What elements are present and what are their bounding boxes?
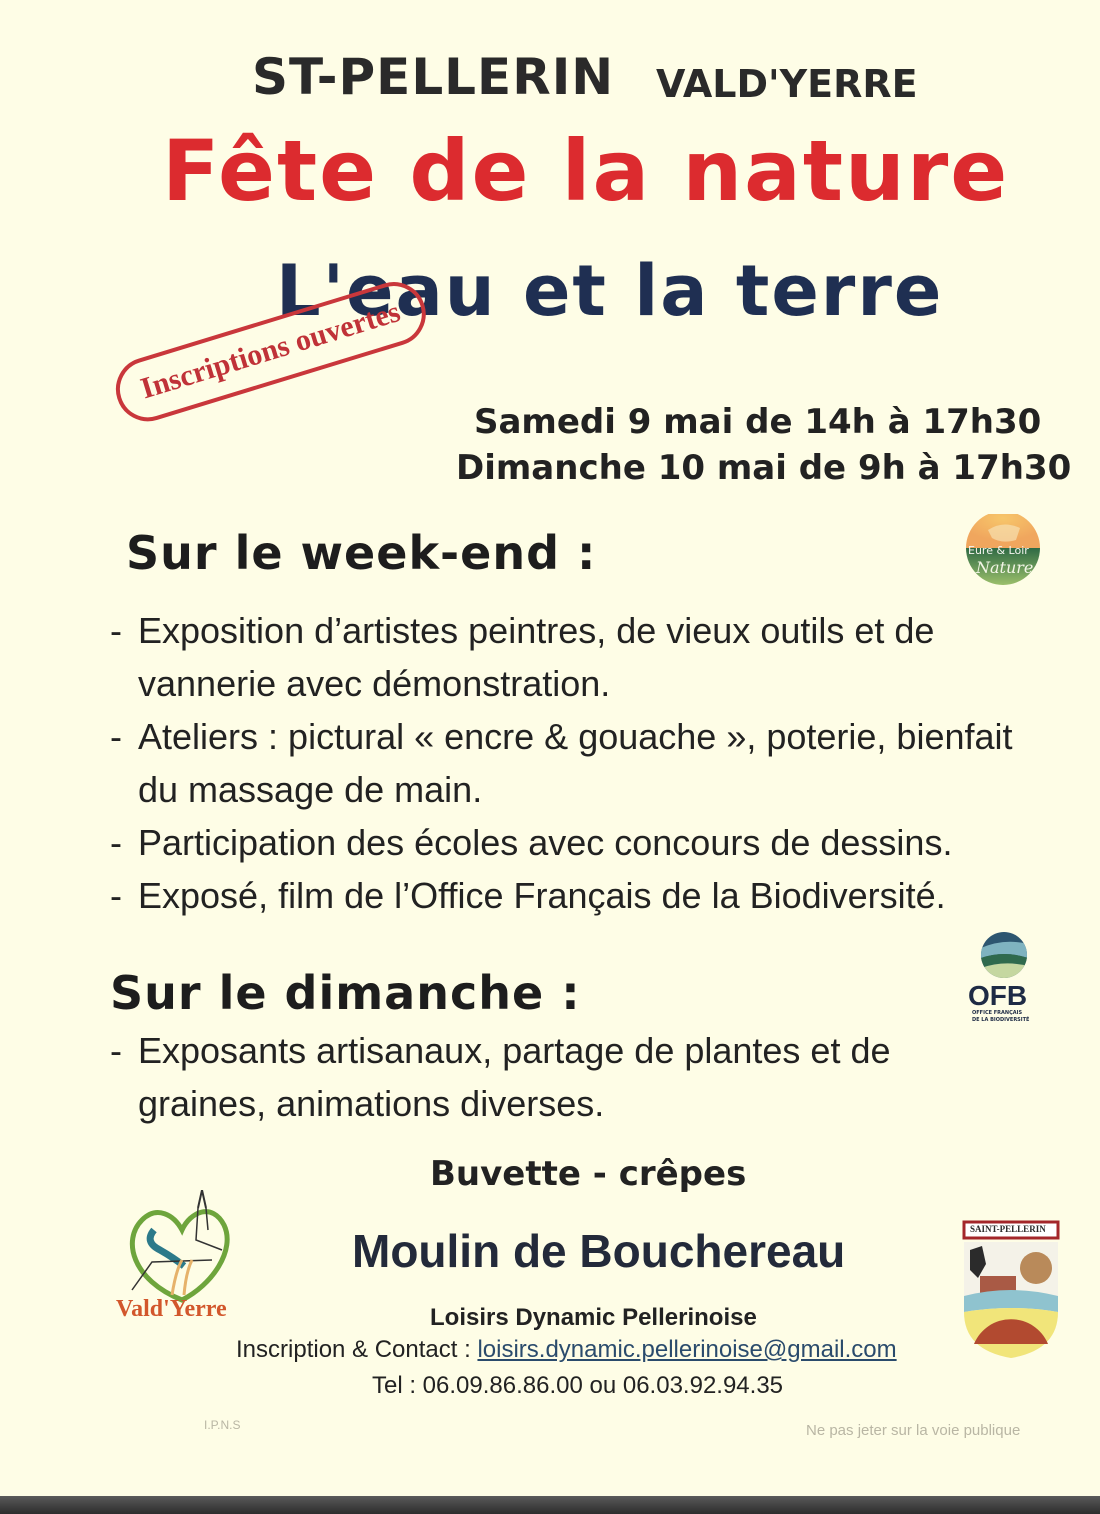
ofb-line2: DE LA BIODIVERSITÉ: [972, 1017, 1030, 1023]
scan-edge: [0, 1496, 1100, 1514]
eure-loir-label: Eure & Loir: [968, 544, 1029, 557]
organizer-name: Loisirs Dynamic Pellerinoise: [430, 1304, 757, 1331]
list-item: - Ateliers : pictural « encre & gouache », poterie, bienfait du massage de main.: [110, 716, 1013, 810]
eure-loir-nature-logo: [958, 514, 1048, 598]
contact-label: Inscription & Contact :: [236, 1336, 478, 1363]
saturday-schedule: Samedi 9 mai de 14h à 17h30: [474, 402, 1042, 442]
ipns-mention: I.P.N.S: [204, 1418, 241, 1432]
heart-river-icon: [112, 1190, 252, 1310]
sunday-heading: Sur le dimanche :: [110, 966, 581, 1020]
community-name: VALD'YERRE: [656, 62, 918, 106]
valdyerre-logo: [112, 1190, 252, 1330]
ofb-line1: OFFICE FRANÇAIS: [972, 1010, 1023, 1016]
ofb-logo: [962, 930, 1046, 1026]
event-title: Fête de la nature: [162, 122, 1010, 220]
event-subtitle: L'eau et la terre: [276, 250, 944, 332]
list-item: - Exposition d’artistes peintres, de vieux outils et de vannerie avec démonstration.: [110, 610, 935, 704]
refreshments-text: Buvette - crêpes: [430, 1154, 747, 1194]
list-item: - Exposants artisanaux, partage de plantes et de graines, animations diverses.: [110, 1030, 891, 1124]
list-item: - Exposé, film de l’Office Français de la Biodiversité.: [110, 875, 946, 916]
saint-pellerin-coat-of-arms: [956, 1220, 1066, 1360]
contact-line: [236, 1336, 897, 1364]
valdyerre-label: Vald'Yerre: [116, 1296, 227, 1322]
sunday-schedule: Dimanche 10 mai de 9h à 17h30: [456, 448, 1072, 488]
list-item: - Participation des écoles avec concours de dessins.: [110, 822, 953, 863]
venue-name: Moulin de Bouchereau: [352, 1225, 846, 1277]
registration-stamp: Inscriptions ouvertes: [108, 274, 434, 429]
phone-numbers: Tel : 06.09.86.86.00 ou 06.03.92.94.35: [372, 1372, 784, 1399]
sunday-activities-list: [110, 1024, 1010, 1130]
email-link[interactable]: loisirs.dynamic.pellerinoise@gmail.com: [477, 1336, 897, 1363]
weekend-heading: Sur le week-end :: [126, 526, 597, 580]
do-not-litter-notice: Ne pas jeter sur la voie publique: [806, 1422, 1021, 1439]
saint-pellerin-banner: SAINT-PELLERIN: [970, 1224, 1046, 1234]
town-name: ST-PELLERIN: [252, 48, 615, 106]
ofb-globe-icon: [962, 930, 1046, 980]
nature-label: Nature: [976, 558, 1034, 577]
weekend-activities-list: [110, 604, 1060, 922]
ofb-name: OFB: [968, 980, 1028, 1011]
coat-of-arms-icon: [956, 1220, 1066, 1360]
